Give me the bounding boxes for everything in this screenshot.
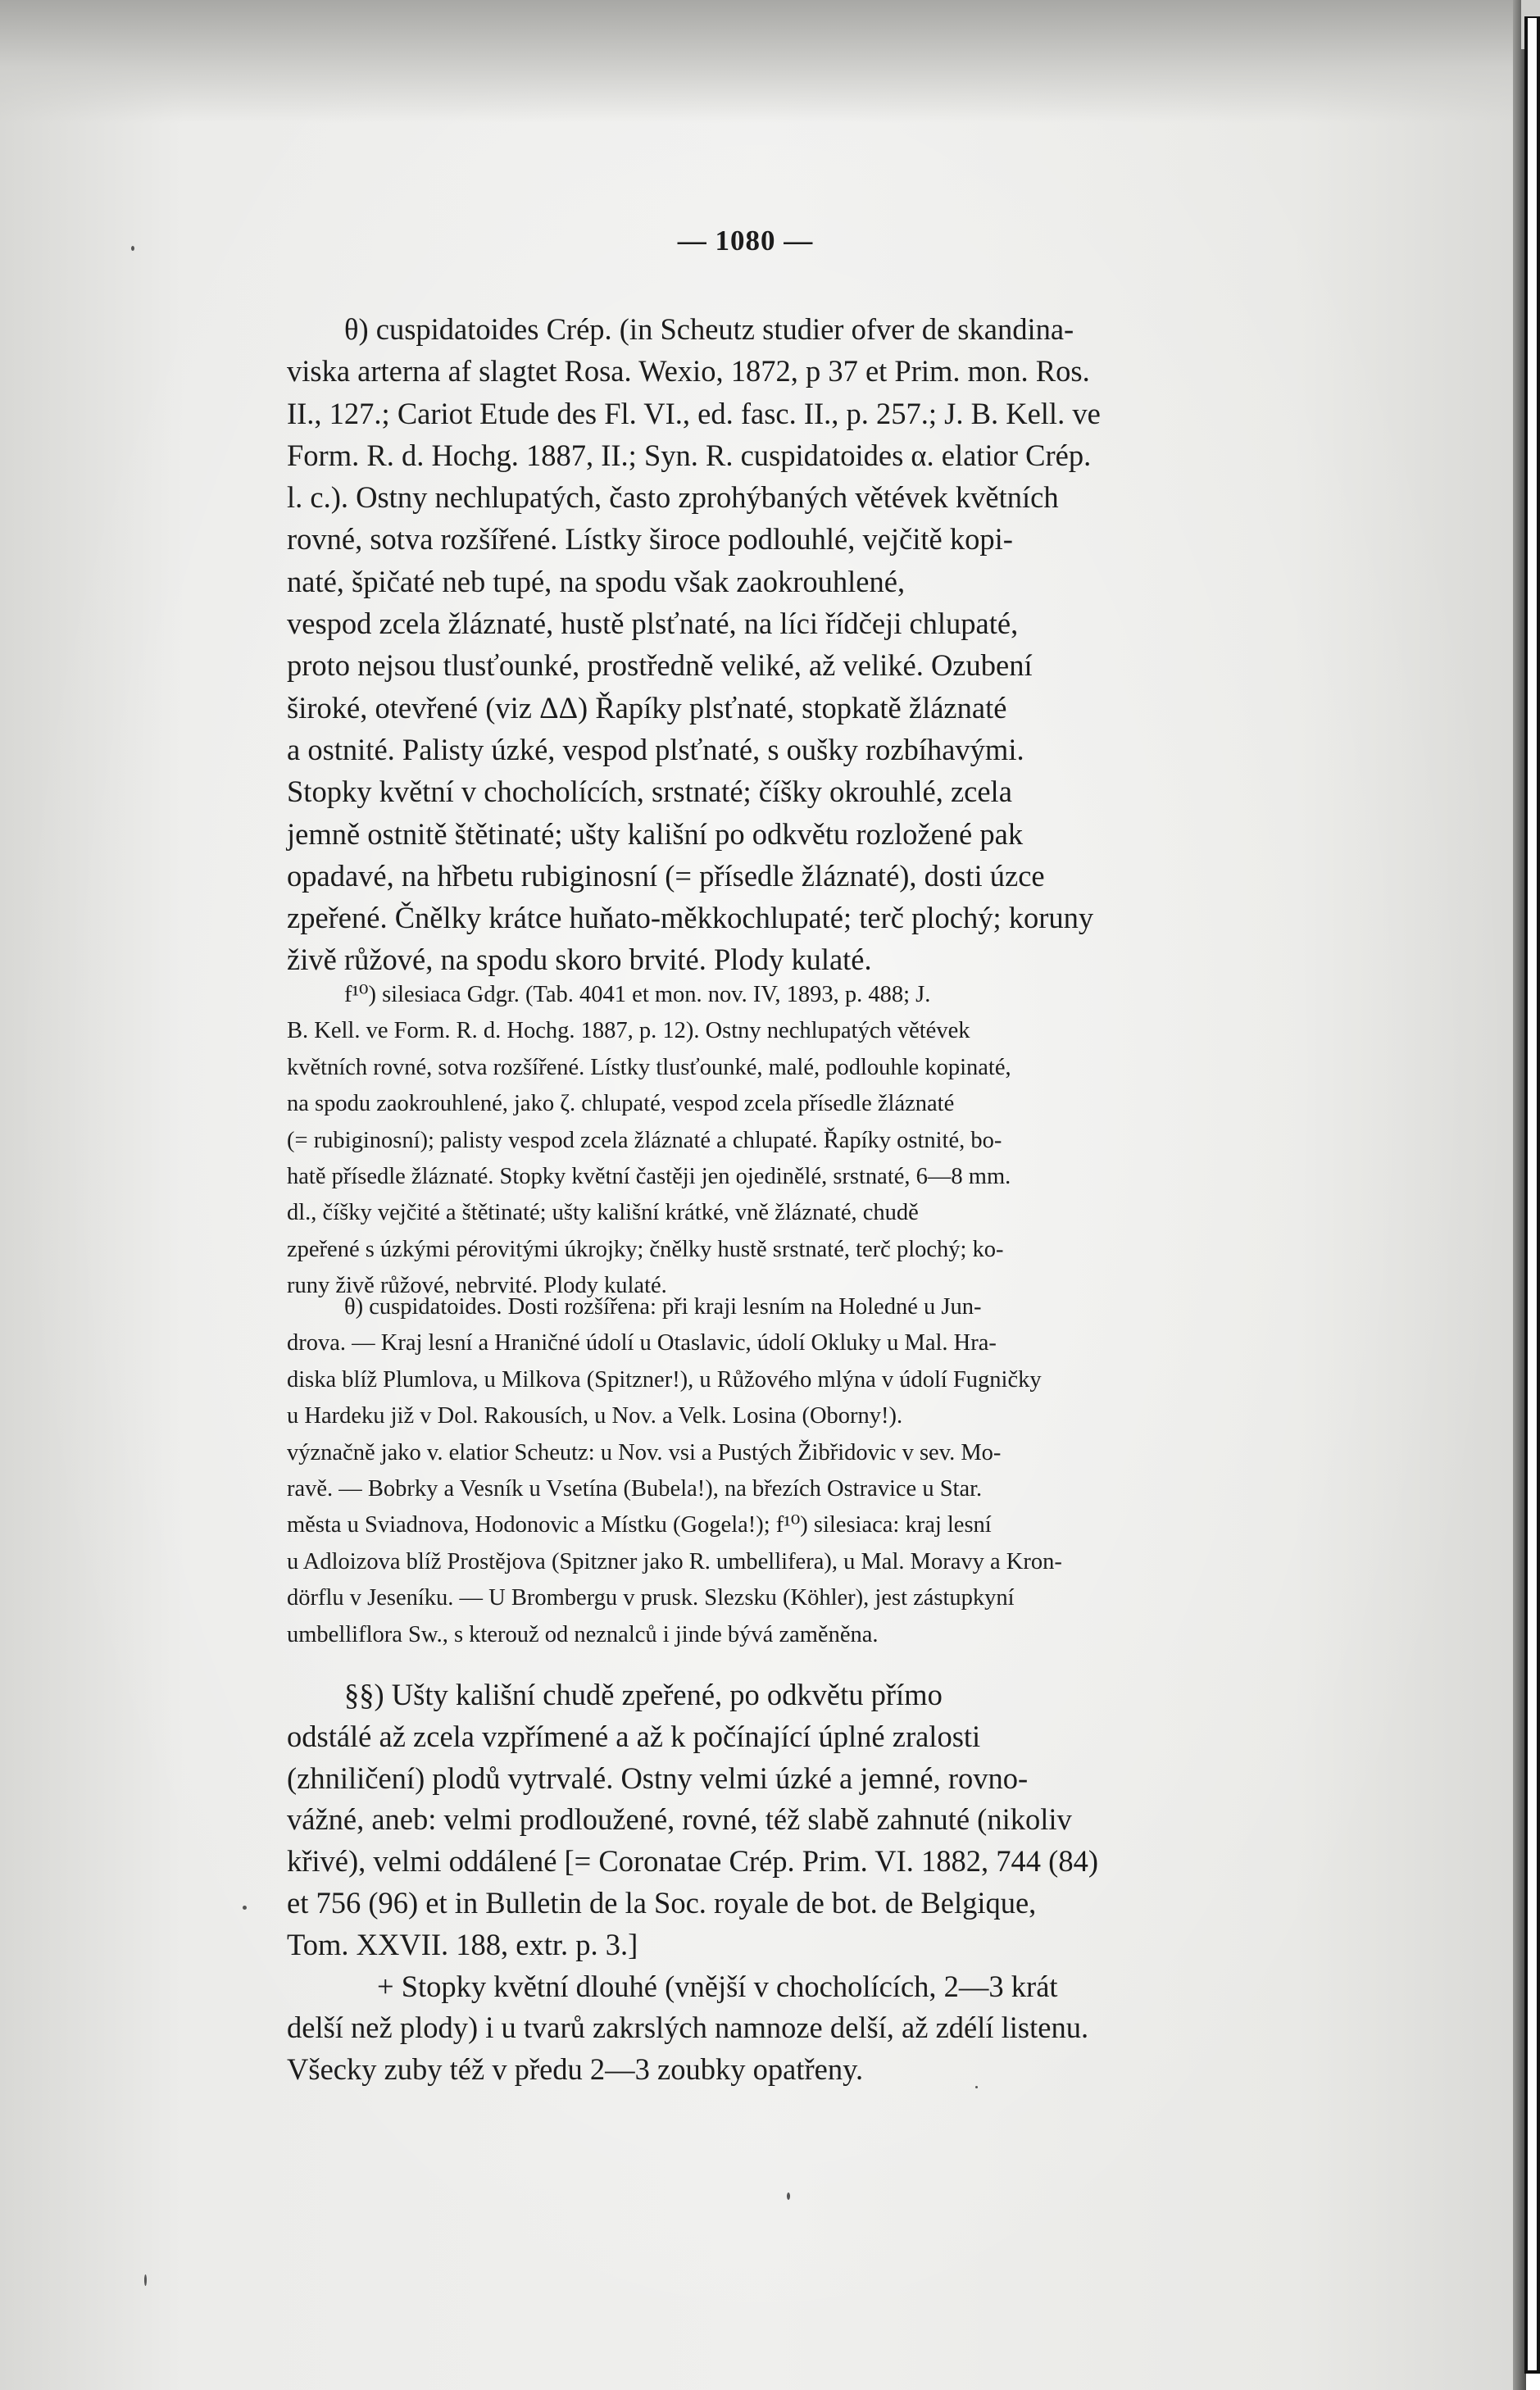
text-line: (= rubiginosní); palisty vespod zcela žláznaté a chlupaté. Řapíky ostnité, bo-	[287, 1127, 1002, 1153]
text-line: Tom. XXVII. 188, extr. p. 3.]	[287, 1927, 638, 1961]
text-line: živě růžové, na spodu skoro brvité. Plody kulaté.	[287, 943, 872, 977]
text-line: (zhniličení) plodů vytrvalé. Ostny velmi úzké a jemné, rovno-	[287, 1761, 1029, 1795]
text-line: θ) cuspidatoides Crép. (in Scheutz studier ofver de skandina-	[344, 312, 1074, 346]
text-line: B. Kell. ve Form. R. d. Hochg. 1887, p. 12). Ostny nechlupatých větévek	[287, 1018, 970, 1044]
section-coronatae	[287, 1674, 1352, 2091]
text-line: na spodu zaokrouhlené, jako ζ. chlupaté, vespod zcela přísedle žláznaté	[287, 1091, 955, 1117]
page-number: — 1080 —	[677, 225, 814, 257]
text-line: Stopky květní v chocholících, srstnaté; číšky okrouhlé, zcela	[287, 775, 1012, 809]
text-line: proto nejsou tlusťounké, prostředně veliké, až veliké. Ozubení	[287, 648, 1033, 683]
text-line: drova. — Kraj lesní a Hraničné údolí u Otaslavic, údolí Okluky u Mal. Hra-	[287, 1330, 997, 1356]
text-line: delší než plody) i u tvarů zakrslých namnoze delší, až zdélí listenu.	[287, 2011, 1089, 2045]
text-line: vespod zcela žláznaté, hustě plsťnaté, na líci řídčeji chlupaté,	[287, 607, 1019, 641]
speck	[144, 2274, 147, 2286]
top-shadow	[0, 0, 1524, 123]
text-line: dörflu v Jeseníku. — U Brombergu v prusk. Slezsku (Köhler), jest zástupkyní	[287, 1585, 1015, 1611]
text-line: diska blíž Plumlova, u Milkova (Spitzner!), u Růžového mlýna v údolí Fugničky	[287, 1366, 1042, 1393]
text-line: dl., číšky vejčité a štětinaté; ušty kališní krátké, vně žláznaté, chudě	[287, 1200, 919, 1226]
page-number-header	[0, 225, 1540, 257]
distribution-notes	[287, 1289, 1352, 1653]
text-line: et 756 (96) et in Bulletin de la Soc. royale de bot. de Belgique,	[287, 1885, 1037, 1920]
text-line: II., 127.; Cariot Etude des Fl. VI., ed. fasc. II., p. 257.; J. B. Kell. ve	[287, 396, 1101, 430]
text-line: široké, otevřené (viz ΔΔ) Řapíky plsťnaté, stopkatě žláznaté	[287, 690, 1007, 725]
text-line: ravě. — Bobrky a Vesník u Vsetína (Bubela!), na březích Ostravice u Star.	[287, 1475, 983, 1502]
text-line: zpeřené s úzkými pérovitými úkrojky; čnělky hustě srstnaté, terč plochý; ko-	[287, 1236, 1004, 1262]
text-line: u Hardeku již v Dol. Rakousích, u Nov. a Velk. Losina (Oborny!).	[287, 1403, 903, 1429]
text-line: význačně jako v. elatior Scheutz: u Nov. vsi a Pustých Žibřidovic v sev. Mo-	[287, 1439, 1002, 1465]
text-line: Všecky zuby též v předu 2—3 zoubky opatřeny.	[287, 2052, 864, 2087]
text-line: opadavé, na hřbetu rubiginosní (= přísedle žláznaté), dosti úzce	[287, 858, 1045, 893]
speck	[243, 1906, 247, 1910]
text-line: l. c.). Ostny nechlupatých, často zprohýbaných větévek květních	[287, 480, 1059, 515]
description-cuspidatoides	[287, 308, 1352, 981]
text-line: odstálé až zcela vzpřímené a až k počínající úplné zralosti	[287, 1719, 981, 1753]
text-line: f¹⁰) silesiaca Gdgr. (Tab. 4041 et mon. nov. IV, 1893, p. 488; J.	[344, 982, 931, 1007]
text-line: květních rovné, sotva rozšířené. Lístky tlusťounké, malé, podlouhle kopinaté,	[287, 1054, 1011, 1080]
text-line: vážné, aneb: velmi prodloužené, rovné, též slabě zahnuté (nikoliv	[287, 1802, 1072, 1837]
text-line: umbelliflora Sw., s kterouž od neznalců i jinde bývá zaměněna.	[287, 1621, 879, 1647]
text-line: křivé), velmi oddálené [= Coronatae Crép. Prim. VI. 1882, 744 (84)	[287, 1844, 1098, 1879]
text-line: a ostnité. Palisty úzké, vespod plsťnaté, s oušky rozbíhavými.	[287, 732, 1024, 766]
text-line: Form. R. d. Hochg. 1887, II.; Syn. R. cuspidatoides α. elatior Crép.	[287, 438, 1092, 472]
text-line: viska arterna af slagtet Rosa. Wexio, 1872, p 37 et Prim. mon. Ros.	[287, 354, 1090, 388]
description-silesiaca	[287, 977, 1352, 1305]
text-line: hatě přísedle žláznaté. Stopky květní častěji jen ojedinělé, srstnaté, 6—8 mm.	[287, 1163, 1011, 1189]
text-line: jemně ostnitě štětinaté; ušty kališní po odkvětu rozložené pak	[287, 816, 1024, 851]
text-line: města u Sviadnova, Hodonovic a Místku (Gogela!); f¹⁰) silesiaca: kraj lesní	[287, 1512, 992, 1538]
text-line: zpeřené. Čnělky krátce huňato-měkkochlupaté; terč plochý; koruny	[287, 901, 1094, 935]
text-line: + Stopky květní dlouhé (vnější v chocholících, 2—3 krát	[377, 1969, 1058, 2003]
text-line: naté, špičaté neb tupé, na spodu však zaokrouhlené,	[287, 564, 906, 598]
text-line: u Adloizova blíž Prostějova (Spitzner jako R. umbellifera), u Mal. Moravy a Kron-	[287, 1548, 1062, 1574]
speck	[787, 2192, 790, 2200]
text-line: rovné, sotva rozšířené. Lístky široce podlouhlé, vejčitě kopi-	[287, 522, 1013, 557]
text-line: runy živě růžové, nebrvité. Plody kulaté.	[287, 1273, 667, 1299]
text-line: θ) cuspidatoides. Dosti rozšířena: při kraji lesním na Holedné u Jun-	[344, 1294, 982, 1320]
right-border-inner	[1528, 18, 1537, 2370]
text-line: §§) Ušty kališní chudě zpeřené, po odkvětu přímo	[344, 1678, 943, 1711]
